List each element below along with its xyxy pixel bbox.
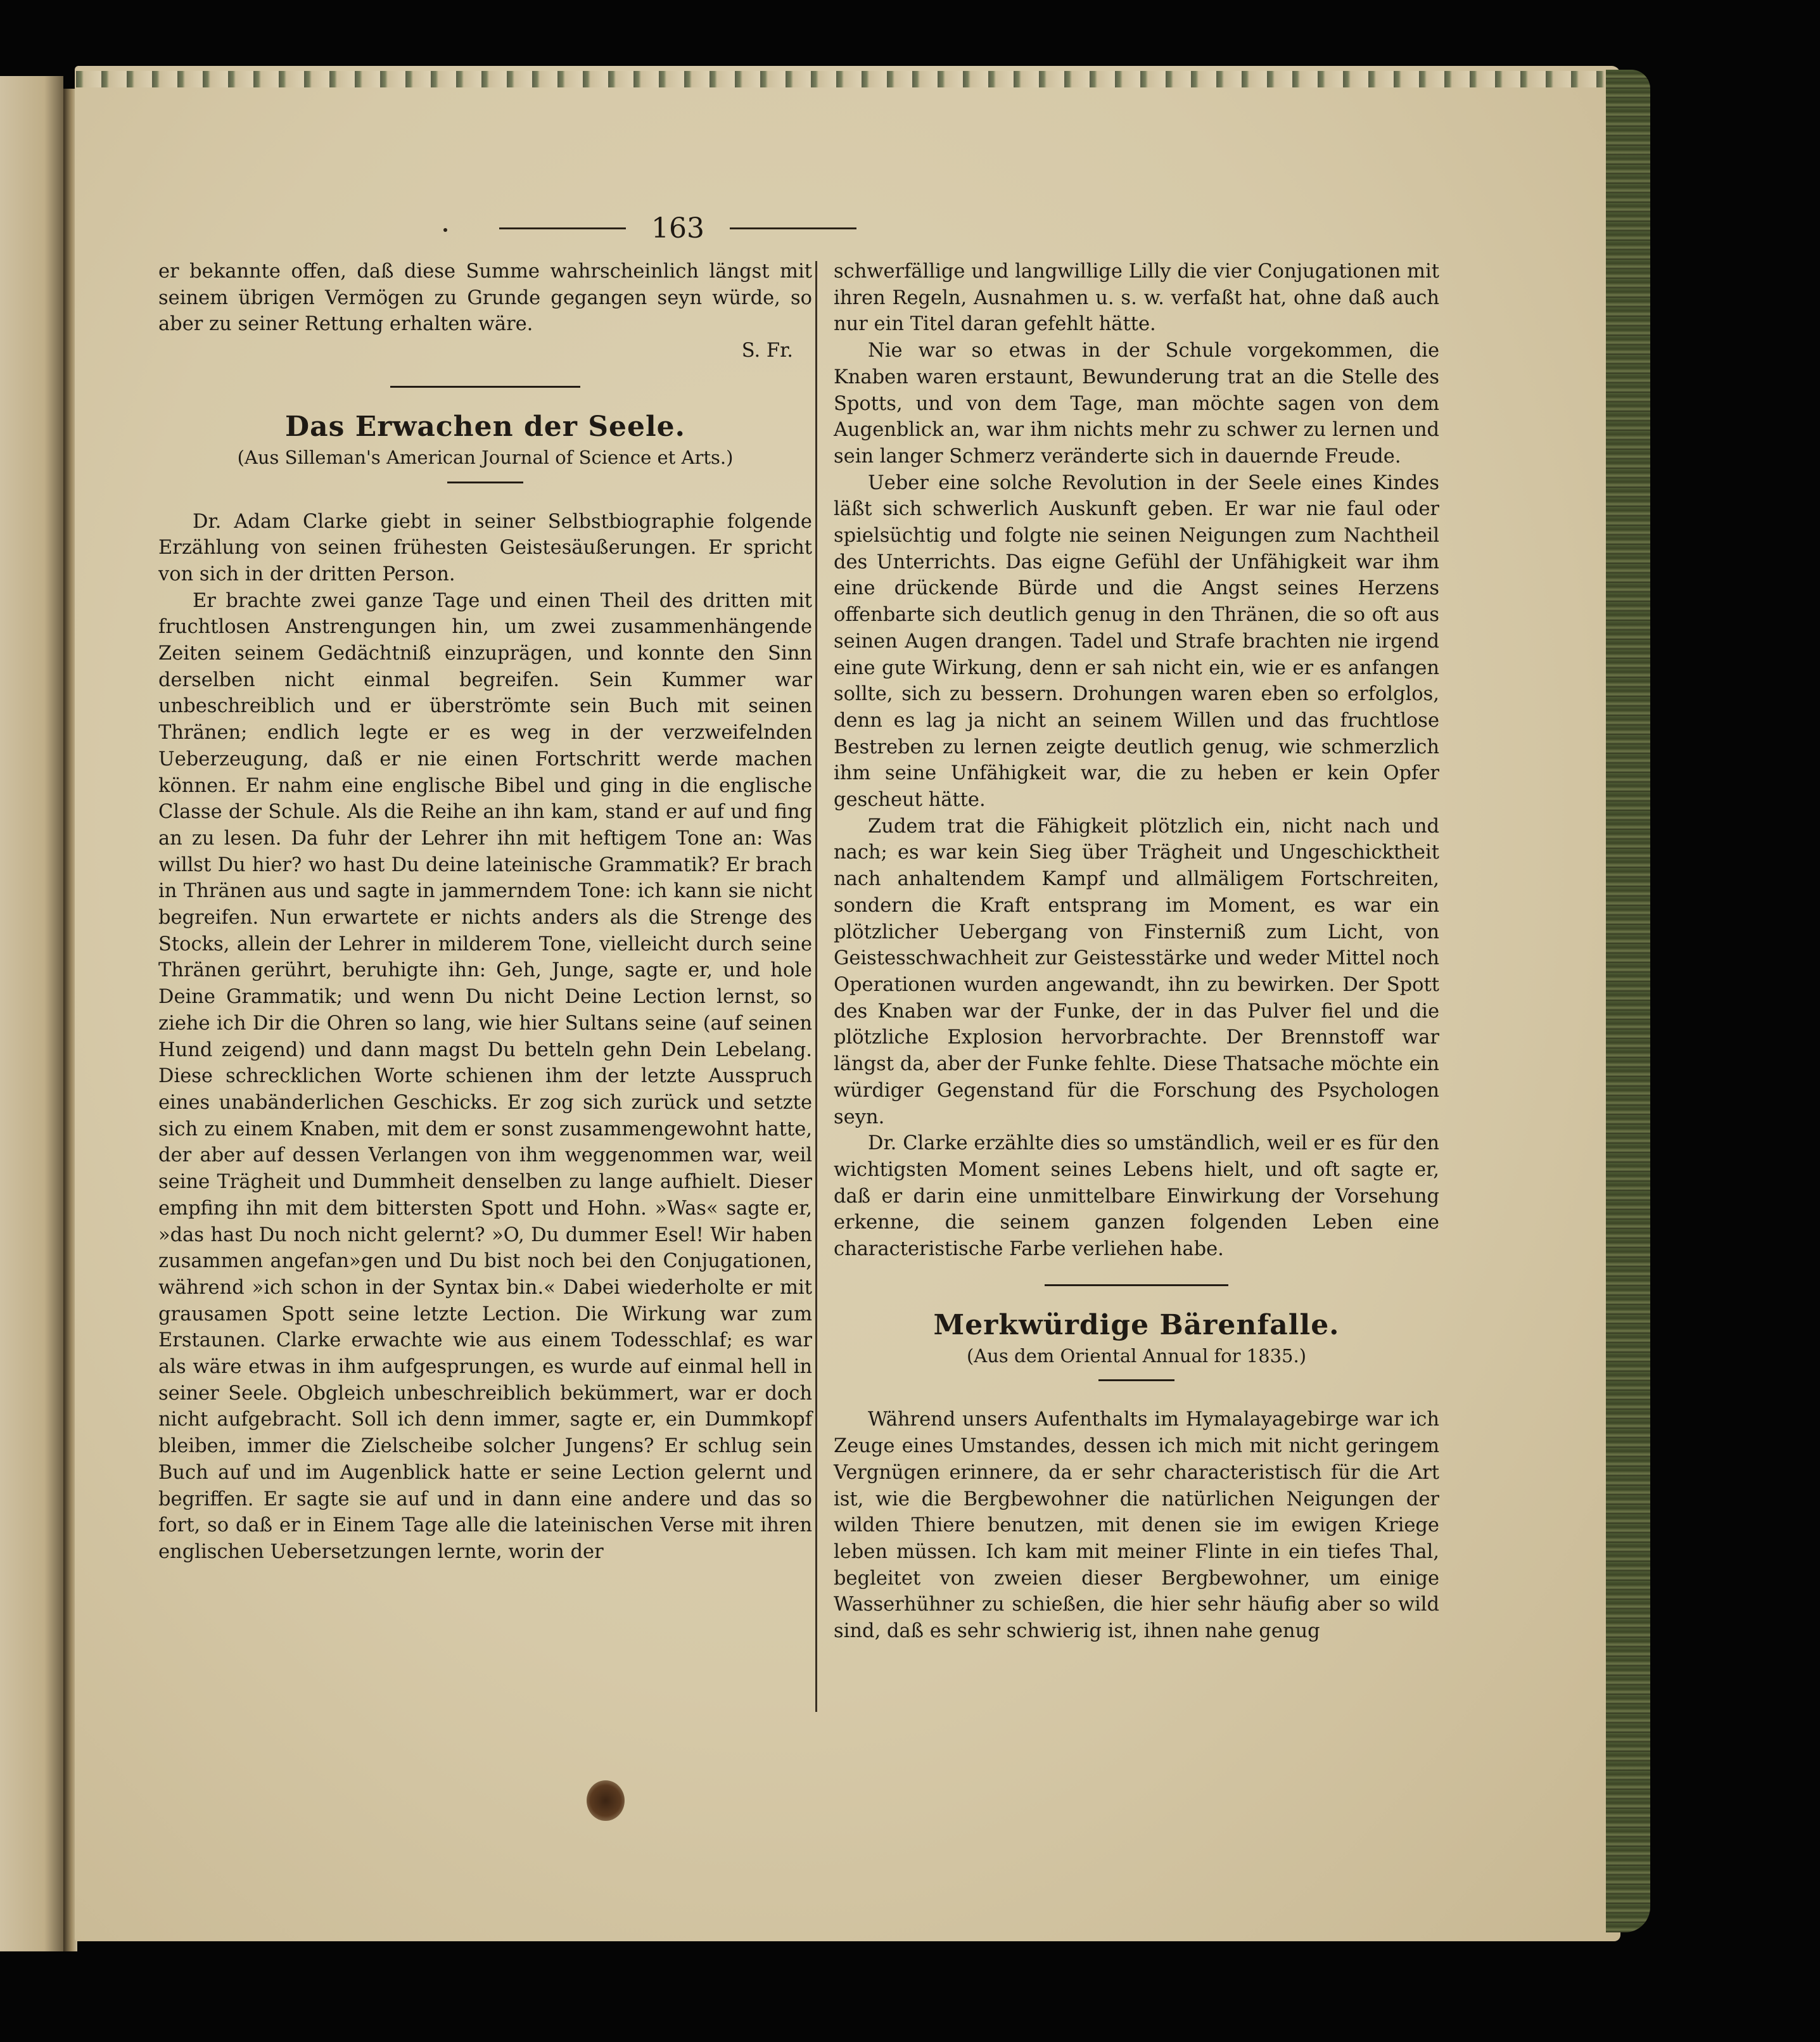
header-rule-left: [499, 227, 626, 229]
paragraph: Er brachte zwei ganze Tage und einen Theil des dritten mit fruchtlosen Anstrengungen hin, um zwei zusammenhängende Zeiten seinem Gedächtniß einzuprägen, und konnte den Sinn derselben nicht einmal begreifen. Sein Kummer war unbeschreiblich und er überströmte sein Buch mit seinen Thränen; endlich legte er es weg in der verzweifelnden Ueberzeugung, daß er nie einen Fortschritt werde machen können. Er nahm eine englische Bibel und ging in die englische Classe der Schule. Als die Reihe an ihn kam, stand er auf und fing an zu lesen. Da fuhr der Lehrer ihn mit heftigem Tone an: Was willst Du hier? wo hast Du deine lateinische Grammatik? Er brach in Thränen aus und sagte in jammerndem Tone: ich kann sie nicht begreifen. Nun erwartete er nichts anders als die Strenge des Stocks, allein der Lehrer in milderem Tone, vielleicht durch seine Thränen gerührt, beruhigte ihn: Geh, Junge, sagte er, und hole Deine Grammatik; und wenn Du nicht Deine Lection lernst, so ziehe ich Dir die Ohren so lang, wie hier Sultans seine (auf seinen Hund zeigend) und dann magst Du betteln gehn Dein Lebelang. Diese schrecklichen Worte schienen ihm der letzte Ausspruch eines unabänderlichen Geschicks. Er zog sich zurück und setzte sich zu einem Knaben, mit dem er sonst zusammengewohnt hatte, der aber auf dessen Verlangen von ihm weggenommen war, weil seine Trägheit und Dummheit denselben zu lange aufhielt. Dieser empfing ihn mit dem bittersten Spott und Hohn. »Was« sagte er, »das hast Du noch nicht gelernt? »O, Du dummer Esel! Wir haben zusammen angefan»gen und Du bist noch bei den Conjugationen, während »ich schon in der Syntax bin.« Dabei wiederholte er mit grausamen Spott seine letzte Lection. Die Wirkung war zum Erstaunen. Clarke erwachte wie aus einem Todesschlaf; es war als wäre etwas in ihm aufgesprungen, es wurde auf einmal hell in seiner Seele. Obgleich unbeschreiblich bekümmert, war er doch nicht aufgebracht. Soll ich denn immer, sagte er, ein Dummkopf bleiben, immer die Zielscheibe solcher Jungens? Er schlug sein Buch auf und im Augenblick hatte er seine Lection gelernt und begriffen. Er sagte sie auf und in dann eine andere und das so fort, so daß er in Einem Tage alle die lateinischen Verse mit ihren englischen Uebersetzungen lernte, worin der: [158, 589, 812, 1563]
paragraph: Nie war so etwas in der Schule vorgekommen, die Knaben waren erstaunt, Bewunderung trat an die Stelle des Spotts, und von dem Tage, man möchte sagen von dem Augenblick an, war ihm nichts mehr zu schwer zu lernen und sein langer Schmerz veränderte sich in dauernde Freude.: [834, 340, 1439, 468]
paragraph: Während unsers Aufenthalts im Hymalayagebirge war ich Zeuge eines Umstandes, dessen ich mich mit nicht geringem Vergnügen erinnere, da er sehr characteristisch für die Art ist, wie die Bergbewohner die natürlichen Neigungen der wilden Thiere benutzen, mit denen sie im ewigen Kriege leben müssen. Ich kam mit meiner Flinte in ein tiefes Thal, begleitet von zweien dieser Bergbewohner, um einige Wasserhühner zu schießen, die hier sehr häufig aber so wild sind, daß es sehr schwierig ist, ihnen nahe genug: [834, 1408, 1439, 1643]
page-top-edge: [76, 71, 1622, 87]
title-rule: [447, 482, 523, 483]
fore-edge: [1606, 70, 1650, 1932]
left-page-edge: [0, 76, 63, 1951]
article-source: (Aus dem Oriental Annual for 1835.): [966, 1344, 1307, 1367]
column-divider: [815, 261, 817, 1712]
paragraph: Zudem trat die Fähigkeit plötzlich ein, nicht nach und nach; es war kein Sieg über Trägheit und Ungeschicktheit nach anhaltendem Kampf und allmäligem Fortschreiten, sondern die Kraft entsprang im Moment, es war ein plötzlicher Uebergang von Finsterniß zum Licht, von Geistesschwachheit zur Geistesstärke und weder Mittel noch Operationen wurden angewandt, ihn zu bewirken. Der Spott des Knaben war der Funke, der in das Pulver fiel und die plötzliche Explosion hervorbrachte. Der Brennstoff war längst da, aber der Funke fehlte. Diese Thatsache möchte ein würdiger Gegenstand für die Forschung des Psychologen seyn.: [834, 815, 1439, 1128]
right-column: [834, 258, 1439, 1645]
article-title: Merkwürdige Bärenfalle.: [933, 1308, 1340, 1341]
left-column: [158, 258, 812, 1566]
article-separator: [390, 386, 580, 388]
article-separator: [1045, 1284, 1228, 1286]
header-rule-right: [730, 227, 856, 229]
article-title: Das Erwachen der Seele.: [285, 410, 685, 443]
article-source: (Aus Silleman's American Journal of Science et Arts.): [237, 446, 734, 468]
paragraph: schwerfällige und langwillige Lilly die vier Conjugationen mit ihren Regeln, Ausnahmen u. s. w. verfaßt hat, ohne daß auch nur ein Titel daran gefehlt hätte.: [834, 260, 1439, 336]
paragraph: Dr. Adam Clarke giebt in seiner Selbstbiographie folgende Erzählung von seinen frühesten Geistesäußerungen. Er spricht von sich in der dritten Person.: [158, 510, 812, 585]
paper-stain: [587, 1780, 625, 1821]
page-number: 163: [651, 212, 704, 245]
paragraph: Ueber eine solche Revolution in der Seele eines Kindes läßt sich schwerlich Auskunft geben. Er war nie faul oder spielsüchtig und folgte nie seinen Neigungen zum Nachtheil des Unterrichts. Das eigne Gefühl der Unfähigkeit war ihm eine drückende Bürde und die Angst seines Herzens offenbarte sich deutlich genug in den Thränen, die so oft aus seinen Augen drangen. Tadel und Strafe brachten nie irgend eine gute Wirkung, denn er sah nicht ein, wie er es anfangen sollte, sich zu bessern. Drohungen waren eben so erfolglos, denn es lag ja nicht an seinem Willen und das fruchtlose Bestreben zu lernen zeigte deutlich genug, wie schmerzlich ihm seine Unfähigkeit war, die zu heben er kein Opfer gescheut hätte.: [834, 471, 1439, 812]
continuation-text: er bekannte offen, daß diese Summe wahrscheinlich längst mit seinem übrigen Vermögen zu Grunde gegangen seyn würde, so aber zu seiner Rettung erhalten wäre.: [158, 260, 812, 336]
signature: S. Fr.: [741, 340, 793, 362]
page-header: [437, 209, 919, 247]
title-rule: [1098, 1379, 1174, 1381]
paragraph: Dr. Clarke erzählte dies so umständlich, weil er es für den wichtigsten Moment seines Lebens hielt, und oft sagte er, daß er darin eine unmittelbare Einwirkung der Vorsehung erkenne, die seinem ganzen folgenden Leben eine characteristische Farbe verliehen habe.: [834, 1132, 1439, 1261]
